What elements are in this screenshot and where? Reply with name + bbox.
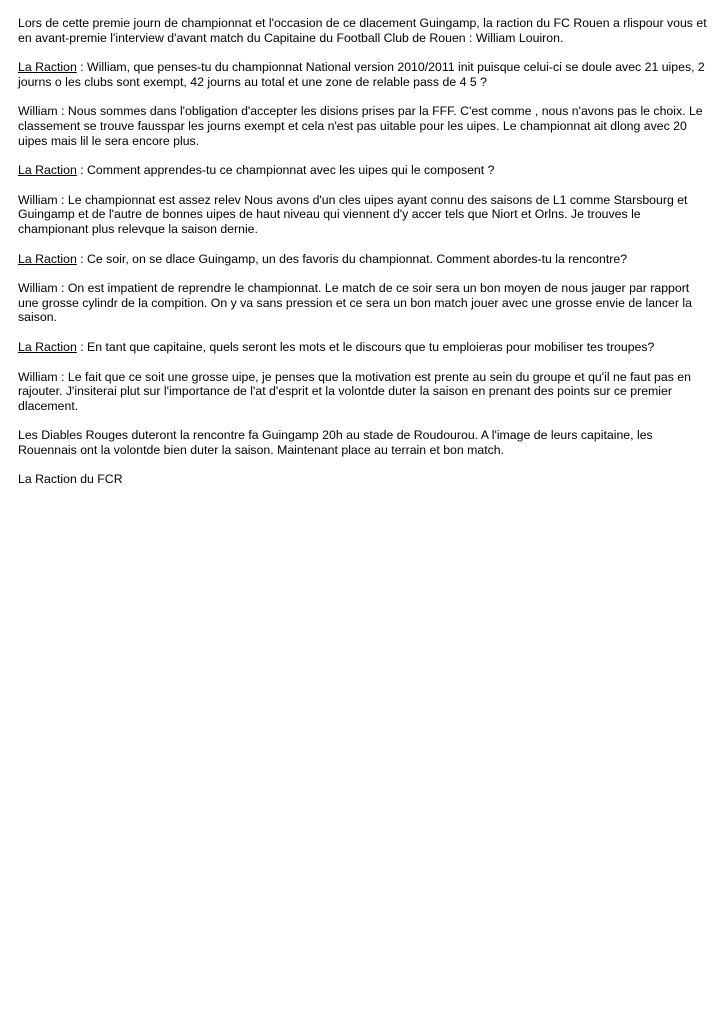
speaker-link[interactable]: La Raction <box>18 60 77 75</box>
question-text: : Ce soir, on se dlace Guingamp, un des favoris du championnat. Comment abordes-tu la rencontre? <box>76 251 628 266</box>
answer-paragraph: William : Le fait que ce soit une grosse uipe, je penses que la motivation est prente au sein du groupe et qu'il ne faut pas en rajouter. J'insiterai plut sur l'importance de l'at d'esprit et la volontde duter la saison en prenant des points sur ce premier dlacement. <box>18 369 691 413</box>
signature: La Raction du FCR <box>18 472 123 487</box>
answer-paragraph: William : Le championnat est assez relev Nous avons d'un cles uipes ayant connu des saisons de L1 comme Starsbourg et Guingamp et de l'autre de bonnes uipes de haut niveau qui viennent d'y accer tels que Niort et Orlns. Je trouves le championant plus relevque la saison dernie. <box>18 192 688 236</box>
question-paragraph <box>18 252 710 267</box>
closing-paragraph: Les Diables Rouges duteront la rencontre fa Guingamp 20h au stade de Roudourou. A l'image de leurs capitaine, les Rouennais ont la volontde bien duter la saison. Maintenant place au terrain et bon match. <box>18 428 653 457</box>
question-paragraph <box>18 340 710 355</box>
question-text: : En tant que capitaine, quels seront les mots et le discours que tu emploieras pour mobiliser tes troupes? <box>76 339 655 354</box>
question-paragraph <box>18 60 710 89</box>
speaker-link[interactable]: La Raction <box>18 339 77 354</box>
question-text: : William, que penses-tu du championnat National version 2010/2011 init puisque celui-ci se doule avec 21 uipes, 2 journs o les clubs sont exempt, 42 journs au total et une zone de relable pass de 4 5 ? <box>18 60 705 89</box>
article-body <box>18 16 710 502</box>
answer-paragraph: William : On est impatient de reprendre le championnat. Le match de ce soir sera un bon moyen de nous jauger par rapport une grosse cylindr de la compition. On y va sans pression et ce sera un bon match jouer avec une grosse envie de lancer la saison. <box>18 281 692 325</box>
intro-paragraph: Lors de cette premie journ de championnat et l'occasion de ce dlacement Guingamp, la raction du FC Rouen a rlispour vous et en avant-premie l'interview d'avant match du Capitaine du Football Club de Rouen : William Louiron. <box>18 16 707 45</box>
speaker-link[interactable]: La Raction <box>18 163 77 178</box>
question-text: : Comment apprendes-tu ce championnat avec les uipes qui le composent ? <box>76 163 495 178</box>
question-paragraph <box>18 163 710 178</box>
speaker-link[interactable]: La Raction <box>18 251 77 266</box>
answer-paragraph: William : Nous sommes dans l'obligation d'accepter les disions prises par la FFF. C'est comme , nous n'avons pas le choix. Le classement se trouve fausspar les journs exempt et cela n'est pas uitable pour les uipes. Le championnat ait dlong avec 20 uipes mais lil le sera encore plus. <box>18 104 703 148</box>
